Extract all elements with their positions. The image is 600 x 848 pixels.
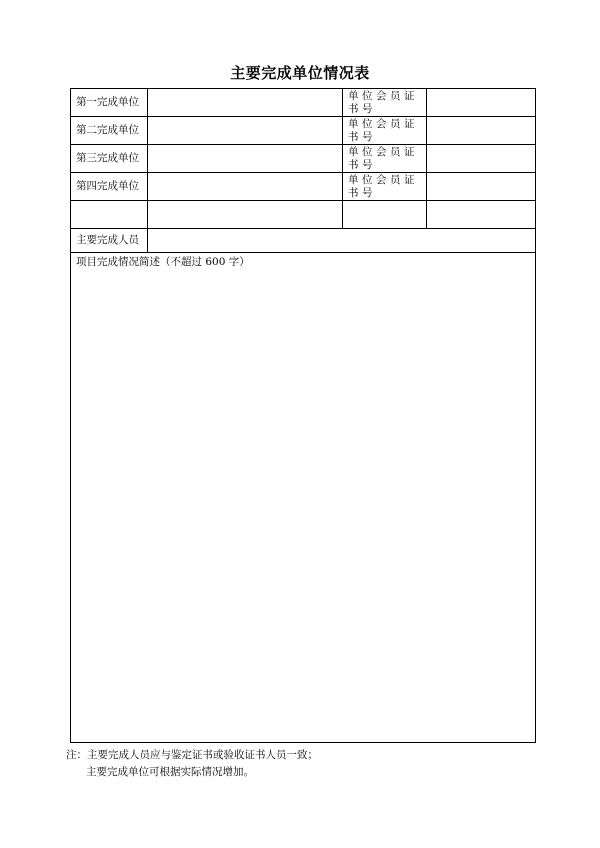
unit-row-4 xyxy=(71,173,536,201)
unit-label-1: 第一完成单位 xyxy=(71,89,148,117)
unit-label-4: 第四完成单位 xyxy=(71,173,148,201)
personnel-row xyxy=(71,229,536,253)
summary-row xyxy=(71,253,536,743)
unit-row-2 xyxy=(71,117,536,145)
unit-name-field-3[interactable] xyxy=(148,145,343,173)
cert-label-3: 单位会员证书号 xyxy=(343,145,427,173)
personnel-field[interactable] xyxy=(148,229,536,253)
page-title: 主要完成单位情况表 xyxy=(230,64,370,82)
project-summary-label: 项目完成情况简述（不超过 600 字） xyxy=(76,256,250,268)
unit-name-field-4[interactable] xyxy=(148,173,343,201)
note-prefix: 注： xyxy=(66,749,87,761)
cert-label-2: 单位会员证书号 xyxy=(343,117,427,145)
blank-row xyxy=(71,201,536,229)
unit-label-3: 第三完成单位 xyxy=(71,145,148,173)
blank-cell-4[interactable] xyxy=(427,201,536,229)
unit-label-2: 第二完成单位 xyxy=(71,117,148,145)
blank-cell-2[interactable] xyxy=(148,201,343,229)
unit-row-3 xyxy=(71,145,536,173)
unit-name-field-2[interactable] xyxy=(148,117,343,145)
cert-number-field-3[interactable] xyxy=(427,145,536,173)
cert-label-1: 单位会员证书号 xyxy=(343,89,427,117)
note-text-1: 主要完成人员应与鉴定证书或验收证书人员一致； xyxy=(87,749,318,761)
note-text-2: 主要完成单位可根据实际情况增加。 xyxy=(86,766,254,778)
note-line-1 xyxy=(66,747,318,764)
unit-info-table xyxy=(70,88,536,743)
project-summary-area[interactable] xyxy=(71,253,536,743)
cert-number-field-1[interactable] xyxy=(427,89,536,117)
blank-cell-1[interactable] xyxy=(71,201,148,229)
personnel-label: 主要完成人员 xyxy=(71,229,148,253)
unit-row-1 xyxy=(71,89,536,117)
cert-number-field-4[interactable] xyxy=(427,173,536,201)
blank-cell-3[interactable] xyxy=(343,201,427,229)
notes xyxy=(66,747,318,781)
cert-label-4: 单位会员证书号 xyxy=(343,173,427,201)
note-line-2 xyxy=(66,764,318,781)
cert-number-field-2[interactable] xyxy=(427,117,536,145)
unit-name-field-1[interactable] xyxy=(148,89,343,117)
